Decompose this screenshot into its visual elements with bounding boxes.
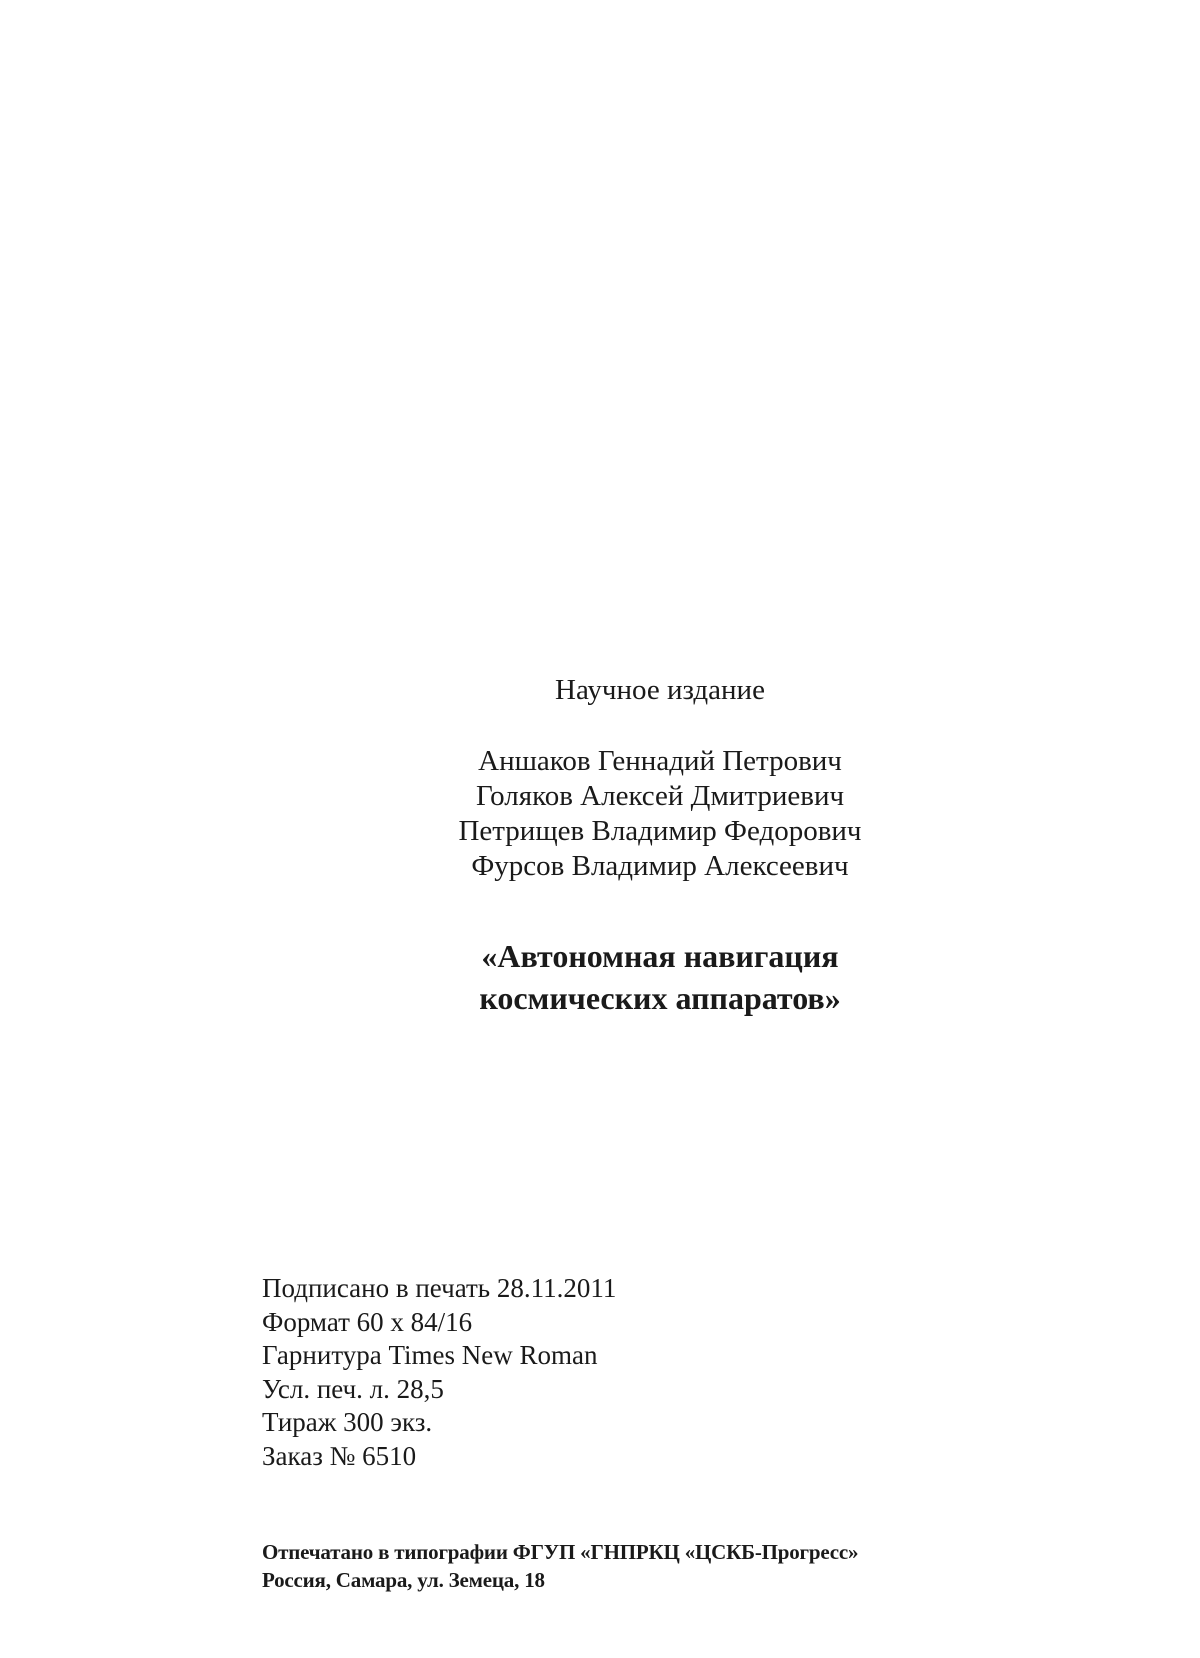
author-name: Голяков Алексей Дмитриевич xyxy=(475,780,845,812)
author-name: Аншаков Геннадий Петрович xyxy=(478,745,842,777)
signed-to-print-date: Подписано в печать 28.11.2011 xyxy=(262,1273,617,1303)
author-name: Петрищев Владимир Федорович xyxy=(458,815,862,847)
paper-format: Формат 60 х 84/16 xyxy=(262,1306,473,1337)
authors-list xyxy=(380,744,940,884)
edition-type: Научное издание xyxy=(555,674,765,706)
printing-house: Отпечатано в типографии ФГУП «ГНПРКЦ «ЦСКБ-Прогресс» xyxy=(262,1540,859,1564)
printer-info xyxy=(262,1538,858,1594)
book-title-line: космических аппаратов» xyxy=(479,980,841,1016)
typeface: Гарнитура Times New Roman xyxy=(262,1340,598,1370)
book-title-line: «Автономная навигация xyxy=(481,938,839,974)
print-run: Тираж 300 экз. xyxy=(262,1407,433,1437)
printer-address: Россия, Самара, ул. Земеца, 18 xyxy=(262,1568,545,1592)
imprint-details xyxy=(262,1272,616,1473)
author-name: Фурсов Владимир Алексеевич xyxy=(471,850,849,882)
book-title xyxy=(380,935,940,1019)
order-number: Заказ № 6510 xyxy=(262,1440,417,1471)
printed-sheets: Усл. печ. л. 28,5 xyxy=(262,1373,444,1404)
